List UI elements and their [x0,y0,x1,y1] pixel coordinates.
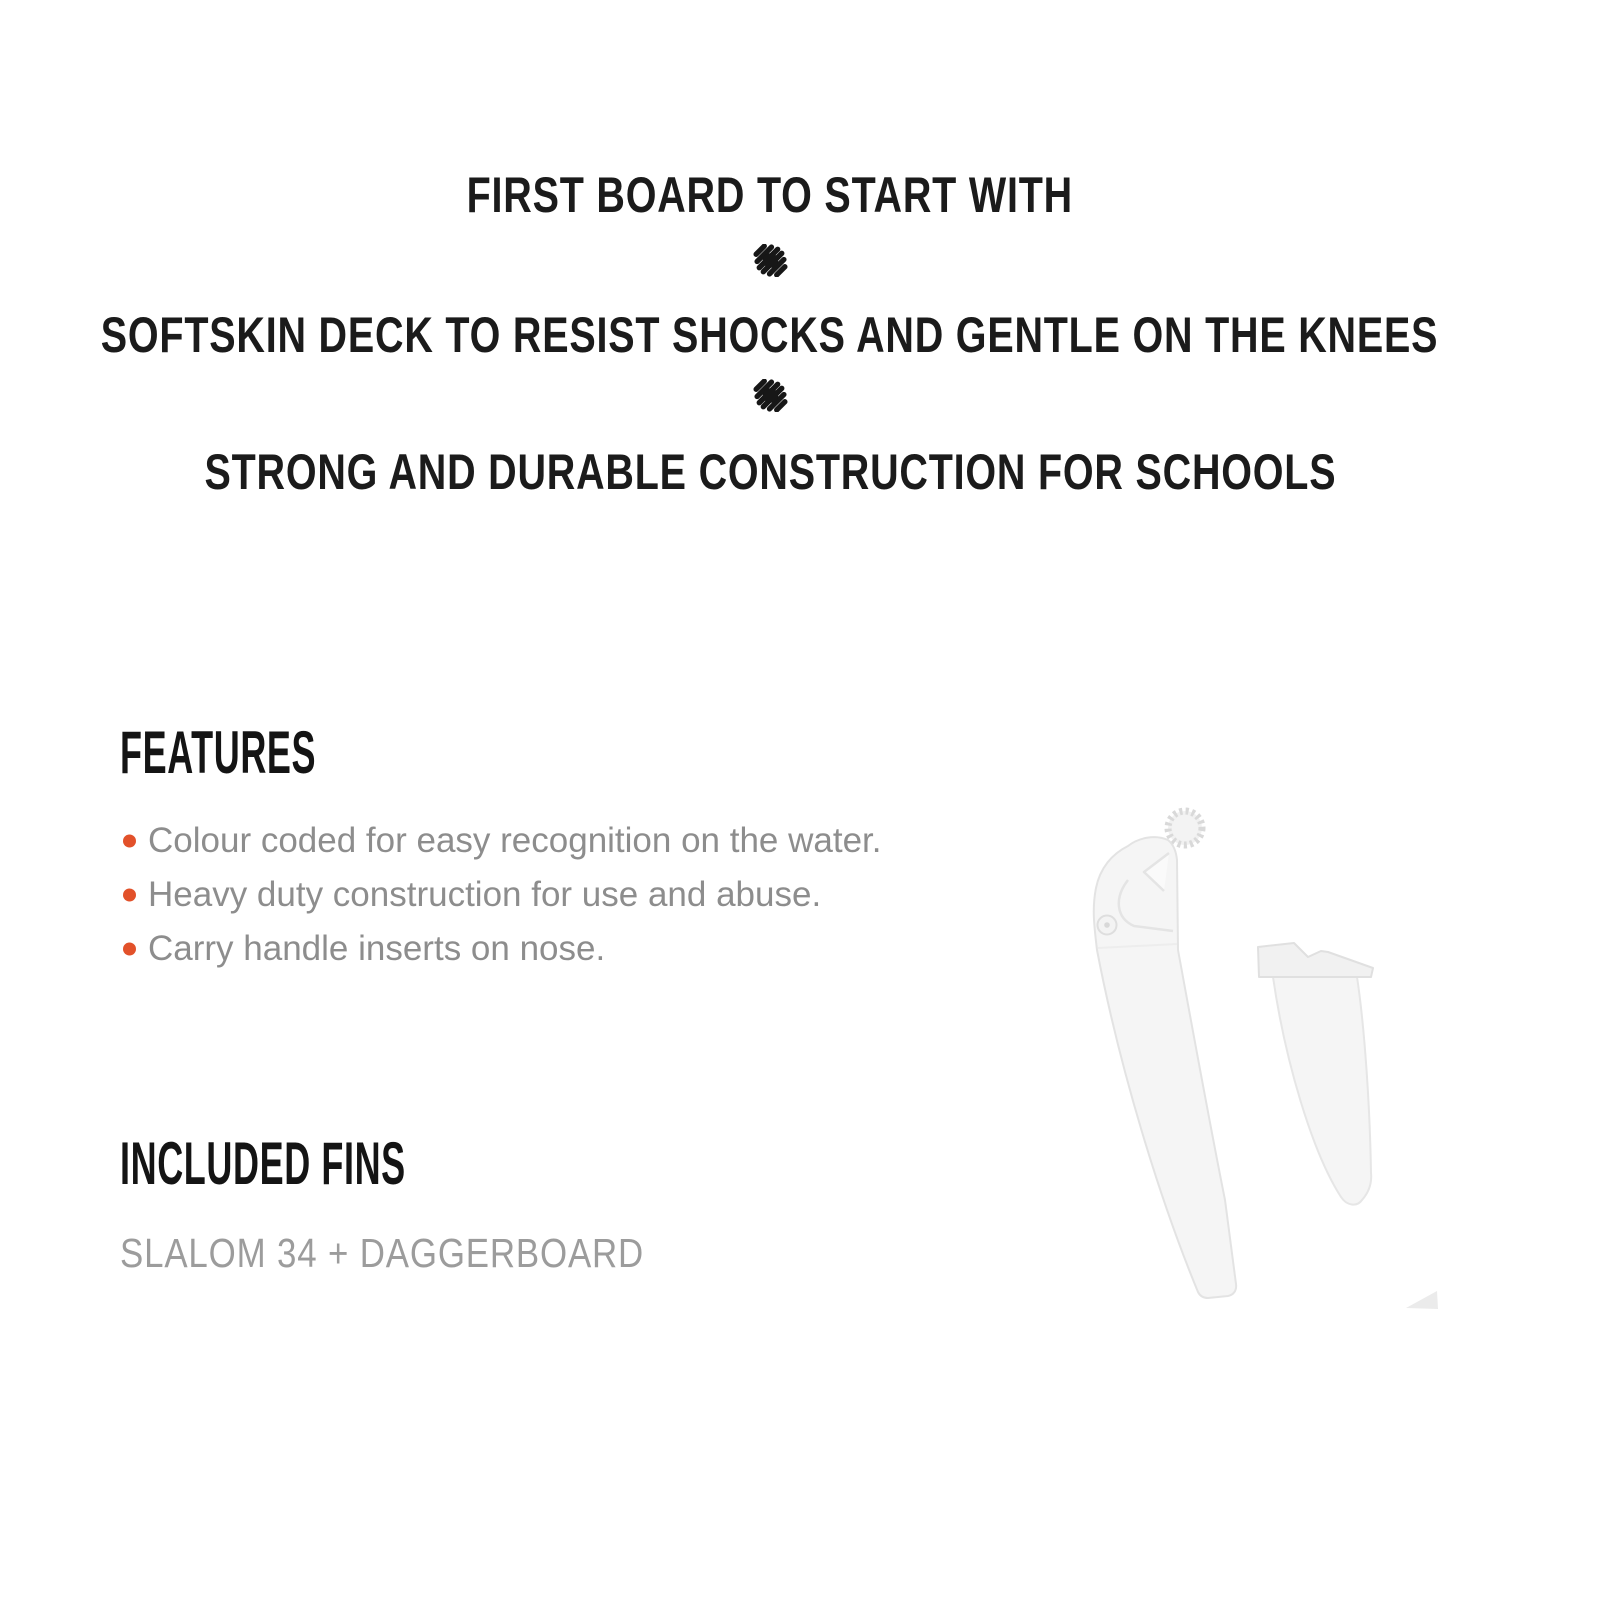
scribble-dot-separator-icon [753,244,788,278]
feature-text: Carry handle inserts on nose. [148,929,606,968]
shadow-mark [1406,1291,1438,1309]
bullet-icon [123,889,136,902]
scribble-dot-separator-icon [753,379,788,413]
features-section [120,719,882,976]
feature-text: Heavy duty construction for use and abuse. [148,875,822,914]
fins-image [1040,760,1460,1320]
headline-first-board: FIRST BOARD TO START WITH [466,167,1074,223]
included-fins-value: SLALOM 34 + DAGGERBOARD [120,1230,645,1276]
daggerboard-illustration [1094,811,1236,1298]
headline-section [0,0,1540,498]
headline-softskin-deck: SOFTSKIN DECK TO RESIST SHOCKS AND GENTLE ON THE KNEES [101,307,1439,363]
feature-text: Colour coded for easy recognition on the water. [148,821,882,860]
bullet-icon [123,943,136,956]
bullet-icon [123,835,136,848]
feature-item [120,922,882,976]
features-list [120,814,882,976]
headline-strong-construction: STRONG AND DURABLE CONSTRUCTION FOR SCHOOLS [204,444,1336,500]
slalom-fin-illustration [1258,943,1373,1205]
feature-item [120,814,882,868]
included-fins-title: INCLUDED FINS [120,1130,406,1197]
features-title: FEATURES [120,719,317,786]
included-fins-section [120,1130,737,1276]
feature-item [120,868,882,922]
